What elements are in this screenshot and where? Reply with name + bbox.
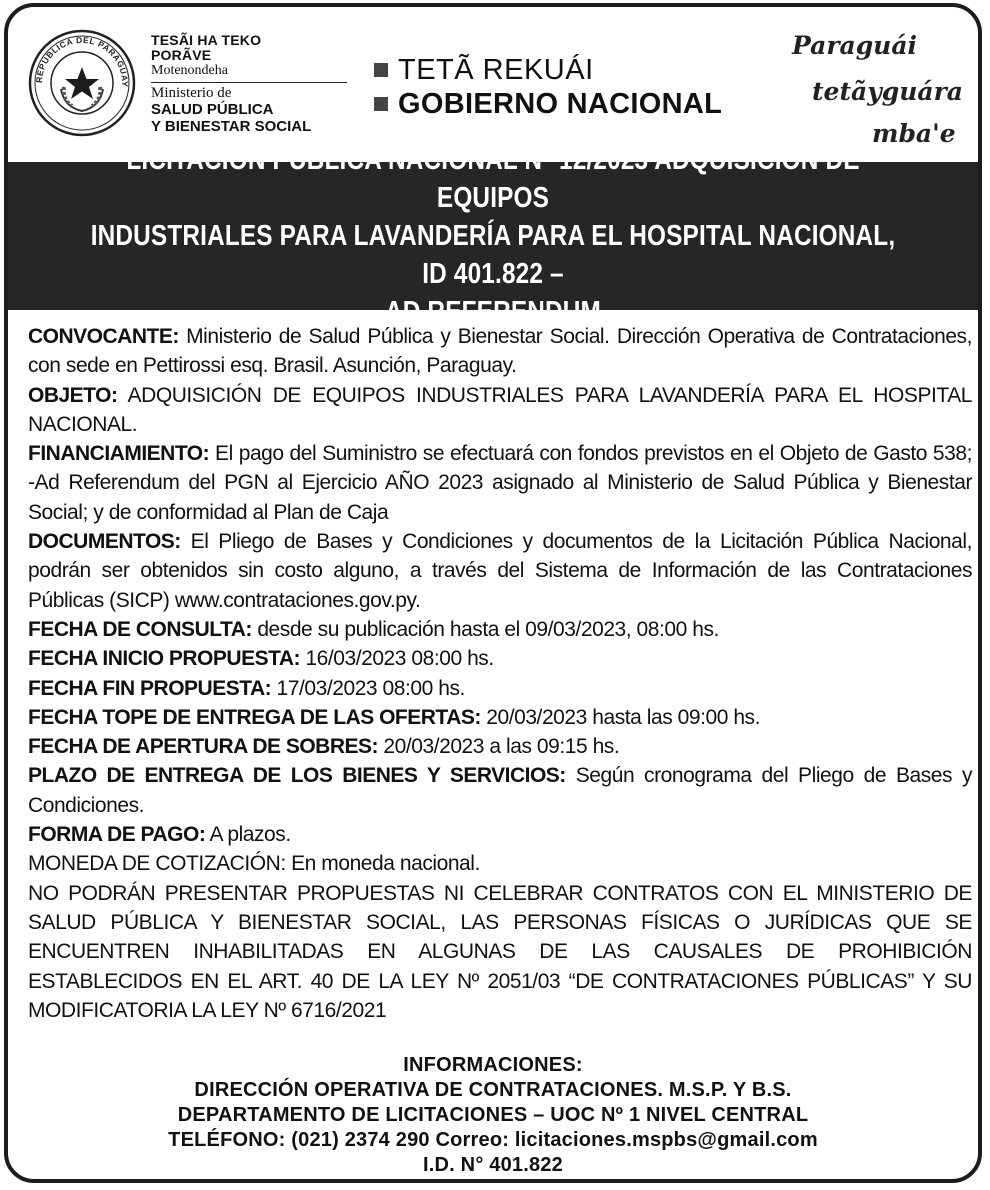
info-department: DEPARTAMENTO DE LICITACIONES – UOC Nº 1 NIVEL CENTRAL: [177, 1104, 809, 1126]
plazo-label: PLAZO DE ENTREGA DE LOS BIENES Y SERVICIOS:: [28, 764, 566, 788]
financiamiento-label: FINANCIAMIENTO:: [28, 442, 210, 466]
pago-paragraph: [28, 820, 972, 849]
apertura-text: 20/03/2023 a las 09:15 hs.: [378, 735, 620, 759]
government-logo: [374, 53, 722, 121]
plazo-text: Según cronograma del Pliego de Bases y Condiciones.: [28, 764, 972, 817]
documentos-text: El Pliego de Bases y Condiciones y documentos de la Licitación Pública Nacional, podrán ser obtenidos sin costo alguno, a través del Sistema de Información de las Contrataciones Públicas (SICP) www.contrataciones.gov.py.: [28, 530, 972, 612]
consulta-paragraph: [28, 615, 972, 644]
tope-paragraph: [28, 703, 972, 732]
fin-paragraph: [28, 674, 972, 703]
slogan-line-1: Paraguái: [792, 31, 918, 60]
gov-text-spanish: GOBIERNO NACIONAL: [398, 87, 723, 120]
convocante-paragraph: [28, 322, 972, 381]
apertura-paragraph: [28, 732, 972, 761]
fin-text: 17/03/2023 08:00 hs.: [271, 676, 465, 700]
plazo-paragraph: [28, 761, 972, 820]
tope-label: FECHA TOPE DE ENTREGA DE LAS OFERTAS:: [28, 705, 481, 729]
notice-frame: [4, 3, 982, 1183]
documentos-label: DOCUMENTOS:: [28, 530, 181, 554]
documentos-paragraph: [28, 527, 972, 615]
apertura-label: FECHA DE APERTURA DE SOBRES:: [28, 735, 379, 759]
ministry-line-3: Y BIENESTAR SOCIAL: [151, 118, 312, 135]
inicio-label: FECHA INICIO PROPUESTA:: [28, 647, 301, 671]
gov-text-guarani: TETÃ REKUÁI: [398, 53, 594, 86]
ministry-guarani-line-3: Motenondeha: [151, 63, 228, 78]
fin-label: FECHA FIN PROPUESTA:: [28, 676, 272, 700]
contact-info: [8, 1053, 978, 1178]
title-line-1: LICITACIÓN PÚBLICA NACIONAL N° 12/2023 ADQUISICIÓN DE EQUIPOS: [126, 144, 860, 214]
notice-body: [28, 322, 972, 1025]
convocante-text: Ministerio de Salud Pública y Bienestar Social. Dirección Operativa de Contrataciones, con sede en Pettirossi esq. Brasil. Asunción, Paraguay.: [28, 325, 972, 378]
ministry-logo: [151, 33, 351, 135]
ministry-line-2: SALUD PÚBLICA: [151, 101, 274, 118]
moneda-paragraph: MONEDA DE COTIZACIÓN: En moneda nacional.: [28, 852, 480, 876]
financiamiento-text: El pago del Suministro se efectuará con fondos previstos en el Objeto de Gasto 538; -Ad Referendum del PGN al Ejercicio AÑO 2023 asignado al Ministerio de Salud Pública y Bienestar Social; y de conformidad al Plan de Caja: [28, 442, 972, 524]
pago-text: A plazos.: [205, 823, 291, 847]
consulta-text: desde su publicación hasta el 09/03/2023, 08:00 hs.: [251, 617, 719, 641]
title-line-2: INDUSTRIALES PARA LAVANDERÍA PARA EL HOSPITAL NACIONAL, ID 401.822 –: [90, 220, 896, 290]
ministry-guarani-line-2: PORÃVE: [151, 47, 212, 63]
inicio-paragraph: [28, 644, 972, 673]
pago-label: FORMA DE PAGO:: [28, 823, 206, 847]
square-bullet-icon: [374, 63, 388, 77]
ministry-divider: [151, 82, 347, 83]
title-line-3: AD REFERENDUM: [384, 296, 602, 328]
notice-title: [86, 141, 901, 331]
info-heading: INFORMACIONES:: [403, 1054, 583, 1076]
slogan-line-2: tetãyguára: [812, 77, 963, 106]
info-id: I.D. N° 401.822: [423, 1154, 563, 1176]
consulta-label: FECHA DE CONSULTA:: [28, 617, 252, 641]
square-bullet-icon: [374, 97, 388, 111]
slogan-line-3: mba'e: [872, 119, 956, 148]
slogan: [788, 27, 982, 152]
objeto-label: OBJETO:: [28, 383, 118, 407]
objeto-paragraph: [28, 381, 972, 440]
seal-text: REPÚBLICA DEL PARAGUAY: [33, 34, 131, 88]
prohibicion-paragraph: NO PODRÁN PRESENTAR PROPUESTAS NI CELEBRAR CONTRATOS CON EL MINISTERIO DE SALUD PÚBLICA Y BIENESTAR SOCIAL, LAS PERSONAS FÍSICAS O JURÍDICAS QUE SE ENCUENTREN INHABILITADAS EN ALGUNAS DE LAS CAUSALES DE PROHIBICIÓN ESTABLECIDOS EN EL ART. 40 DE LA LEY Nº 2051/03 “DE CONTRATACIONES PÚBLICAS” Y SU MODIFICATORIA LA LEY Nº 6716/2021: [28, 881, 972, 1022]
tope-text: 20/03/2023 hasta las 09:00 hs.: [480, 705, 760, 729]
info-contact: TELÉFONO: (021) 2374 290 Correo: licitaciones.mspbs@gmail.com: [168, 1129, 818, 1151]
objeto-text: ADQUISICIÓN DE EQUIPOS INDUSTRIALES PARA LAVANDERÍA PARA EL HOSPITAL NACIONAL.: [28, 383, 972, 436]
convocante-label: CONVOCANTE:: [28, 325, 179, 348]
financiamiento-paragraph: [28, 439, 972, 527]
ministry-guarani-line-1: TESÃI HA TEKO: [151, 32, 262, 48]
inicio-text: 16/03/2023 08:00 hs.: [300, 647, 494, 671]
ministry-line-1: Ministerio de: [151, 85, 232, 101]
national-seal-icon: [28, 29, 136, 137]
gov-line-guarani: [374, 53, 722, 87]
info-direction: DIRECCIÓN OPERATIVA DE CONTRATACIONES. M.S.P. Y B.S.: [194, 1079, 792, 1101]
title-banner: [8, 144, 978, 328]
header: [8, 7, 978, 159]
gov-line-spanish: [374, 87, 722, 121]
